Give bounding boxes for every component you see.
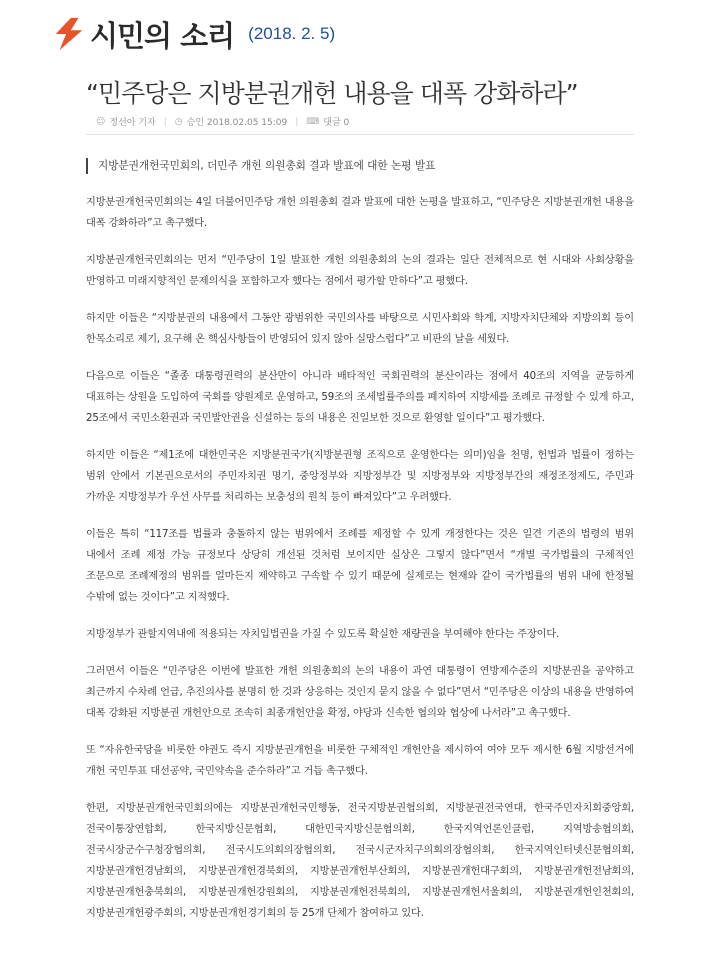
paragraph: 다음으로 이들은 “졸종 대통령권력의 분산만이 아니라 배타적인 국회권력의 분산이라는 점에서 40조의 지역을 균등하게 대표하는 상원을 도입하여 국회를 양원제로 운영하고, 59조의 조세법률주의를 폐지하여 지방세를 조례로 규정할 수 있게 하고, 25조에서 국민소환권과 국민발안권을 신설하는 등의 내용은 진일보한 것으로 환영할 일이다”고 평가했다. <box>86 371 634 424</box>
paragraph: 하지만 이들은 “지방분권의 내용에서 그동안 광범위한 국민의사를 바탕으로 시민사회와 학계, 지방자치단체와 지방의회 등이 한목소리로 제기, 요구해 온 핵심사항들이 반영되어 있지 않아 실망스럽다”고 비판의 날을 세웠다. <box>86 313 634 345</box>
published-date: 승인 2018.02.05 15:09 <box>186 118 288 128</box>
article-title: “민주당은 지방분권개헌 내용을 대폭 강화하라” <box>86 79 578 108</box>
logo-icon <box>50 15 88 53</box>
paragraph: 지방분권개헌국민회의는 먼저 “민주당이 1일 발표한 개헌 의원총회의 논의 결과는 일단 전체적으로 현 시대와 사회상황을 반영하고 미래지향적인 문제의식을 포함하고자 했다는 점에서 평가할 만하다”고 평했다. <box>86 255 634 287</box>
author: 정선아 기자 <box>109 118 156 128</box>
paragraph: 하지만 이들은 “제1조에 대한민국은 지방분권국가(지방분권형 조직으로 운영한다는 의미)임을 천명, 헌법과 법률이 정하는 범위 안에서 기본권으로서의 주민자치권 명기, 중앙정부와 지방정부간 및 지방정부와 지방정부간의 재정조정제도, 주민과 가까운 지방정부가 우선 사무를 처리하는 보충성의 원칙 등이 빠져있다”고 우려했다. <box>86 450 634 503</box>
issue-date: (2018. 2. 5) <box>248 24 336 43</box>
logo-text: 시민의 소리 <box>90 18 235 53</box>
masthead <box>50 14 335 54</box>
article-subtitle: 지방분권개헌국민회의, 더민주 개헌 의원총회 결과 발표에 대한 논평 발표 <box>86 158 643 174</box>
meta-divider: | <box>163 116 167 127</box>
article-body <box>86 192 634 940</box>
clock-icon: ◷ <box>174 116 183 127</box>
paragraph: 그러면서 이들은 “민주당은 이번에 발표한 개헌 의원총회의 논의 내용이 과연 대통령이 연방제수준의 지방분권을 공약하고 최근까지 수차례 언급, 추진의사를 분명히 한 것과 상응하는 것인지 묻지 않을 수 없다”면서 “민주당은 이상의 내용을 반영하여 대폭 강화된 지방분권 개헌안으로 조속히 최종개헌안을 확정, 야당과 신속한 협의와 협상에 나서라”고 촉구했다. <box>86 666 634 719</box>
paragraph: 이들은 특히 “117조를 법률과 충돌하지 않는 범위에서 조례를 제정할 수 있게 개정한다는 것은 일견 기존의 법령의 범위 내에서 조례 제정 가능 규정보다 상당히 개선된 것처럼 보이지만 실상은 그렇지 않다”면서 “개별 국가법률의 구체적인 조문으로 조례제정의 범위를 얼마든지 제약하고 구속할 수 있기 때문에 실제로는 현재와 같이 국가법률의 범위 내에 한정될 수밖에 없는 것이다”고 지적했다. <box>86 529 634 603</box>
divider <box>86 134 634 135</box>
article-meta <box>96 115 349 128</box>
meta-divider: | <box>295 116 299 127</box>
user-icon: ☺ <box>96 116 106 127</box>
paragraph: 한편, 지방분권개헌국민회의에는 지방분권개헌국민행동, 전국지방분권협의회, 지방분권전국연대, 한국주민자치회중앙회, 전국이통장연합회, 한국지방신문협회, 대한민국지방신문협의회, 한국지역언론인클럽, 지역방송협의회, 전국시장군수구청장협의회, 전국시도의회의장협의회, 전국시군자치구의회의장협의회, 한국지역인터넷신문협의회, 지방분권개헌경남회의, 지방분권개헌경북회의, 지방분권개헌부산회의, 지방분권개헌대구회의, 지방분권개헌전남회의, 지방분권개헌충북회의, 지방분권개헌강원회의, 지방분권개헌전북회의, 지방분권개헌서울회의, 지방분권개헌인천회의, 지방분권개헌광주회의, 지방분권개헌경기회의 등 25개 단체가 참여하고 있다. <box>86 803 634 919</box>
comment-icon: ⌨ <box>306 116 320 127</box>
paragraph: 지방정부가 관할지역내에 적용되는 자치입법권을 가질 수 있도록 확실한 재량권을 부여해야 한다는 주장이다. <box>86 629 560 640</box>
comment-count[interactable]: 댓글 0 <box>323 118 350 128</box>
paragraph: 지방분권개헌국민회의는 4일 더불어민주당 개헌 의원총회 결과 발표에 대한 논평을 발표하고, “민주당은 지방분권개헌 내용을 대폭 강화하라”고 촉구했다. <box>86 197 634 229</box>
paragraph: 또 “자유한국당을 비롯한 야권도 즉시 지방분권개헌을 비롯한 구체적인 개헌안을 제시하여 여야 모두 제시한 6월 지방선거에 개헌 국민투표 대선공약, 국민약속을 준수하라”고 거듭 촉구했다. <box>86 745 634 777</box>
